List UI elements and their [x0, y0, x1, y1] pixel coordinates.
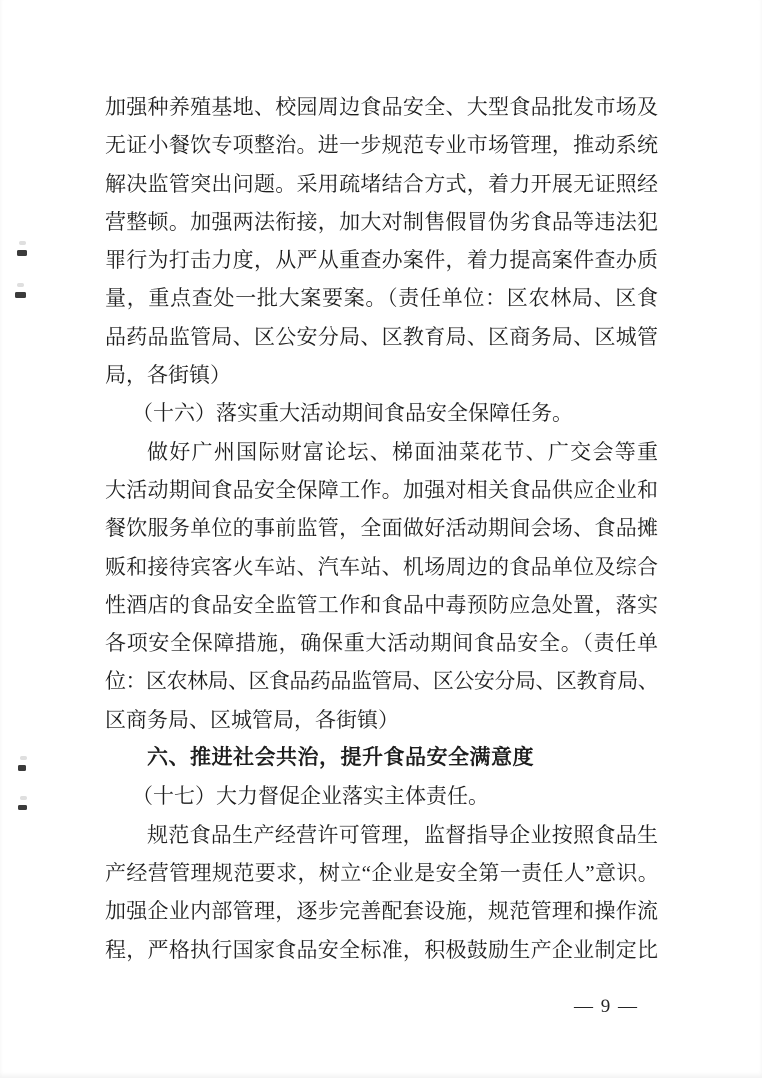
text-line: 做好广州国际财富论坛、梯面油菜花节、广交会等重	[147, 439, 658, 464]
text-line: 产经营管理规范要求，树立“企业是安全第一责任人”意识。	[105, 860, 658, 885]
text-line: 无证小餐饮专项整治。进一步规范专业市场管理，推动系统	[105, 133, 658, 158]
text-line: （十七）大力督促企业落实主体责任。	[132, 784, 489, 809]
text-line: 局，各街镇）	[105, 363, 231, 388]
section-heading-text: 六、推进社会共治，提升食品安全满意度	[147, 746, 534, 770]
paragraph-item-16-heading	[105, 394, 658, 432]
paragraph-item-17-body	[105, 816, 658, 969]
scan-speck	[18, 805, 27, 810]
text-line: 餐饮服务单位的事前监管，全面做好活动期间会场、食品摊	[105, 516, 658, 541]
text-line: 营整顿。加强两法衔接，加大对制售假冒伪劣食品等违法犯	[105, 209, 658, 234]
text-line: 加强企业内部管理，逐步完善配套设施，规范管理和操作流	[105, 899, 658, 924]
text-line: 大活动期间食品安全保障工作。加强对相关食品供应企业和	[105, 477, 658, 502]
text-line: 量，重点查处一批大案要案。（责任单位：区农林局、区食	[105, 286, 658, 311]
text-line: 贩和接待宾客火车站、汽车站、机场周边的食品单位及综合	[105, 554, 658, 579]
text-line: 位：区农林局、区食品药品监管局、区公安分局、区教育局、	[105, 669, 658, 694]
text-line: 程，严格执行国家食品安全标准，积极鼓励生产企业制定比	[105, 937, 658, 962]
scan-speck	[18, 765, 26, 771]
scan-speck	[15, 292, 26, 298]
text-line: 加强种养殖基地、校园周边食品安全、大型食品批发市场及	[105, 95, 658, 119]
text-line: 性酒店的食品安全监管工作和食品中毒预防应急处置，落实	[105, 592, 658, 617]
paragraph-item-16-body	[105, 433, 658, 739]
document-body	[105, 88, 658, 969]
paragraph-continuation	[105, 88, 658, 394]
page-number: — 9 —	[574, 996, 639, 1017]
paragraph-item-17-heading	[105, 777, 658, 815]
text-line: 规范食品生产经营许可管理，监督指导企业按照食品生	[147, 822, 658, 847]
scan-speck	[17, 250, 27, 256]
text-line: 区商务局、区城管局，各街镇）	[105, 707, 399, 732]
text-line: 品药品监管局、区公安分局、区教育局、区商务局、区城管	[105, 324, 658, 349]
text-line: 罪行为打击力度，从严从重查办案件，着力提高案件查办质	[105, 248, 658, 273]
text-line: （十六）落实重大活动期间食品安全保障任务。	[132, 401, 573, 426]
text-line: 各项安全保障措施，确保重大活动期间食品安全。（责任单	[105, 631, 658, 656]
paragraph-section-6-heading	[105, 739, 658, 777]
text-line: 解决监管突出问题。采用疏堵结合方式，着力开展无证照经	[105, 171, 658, 196]
